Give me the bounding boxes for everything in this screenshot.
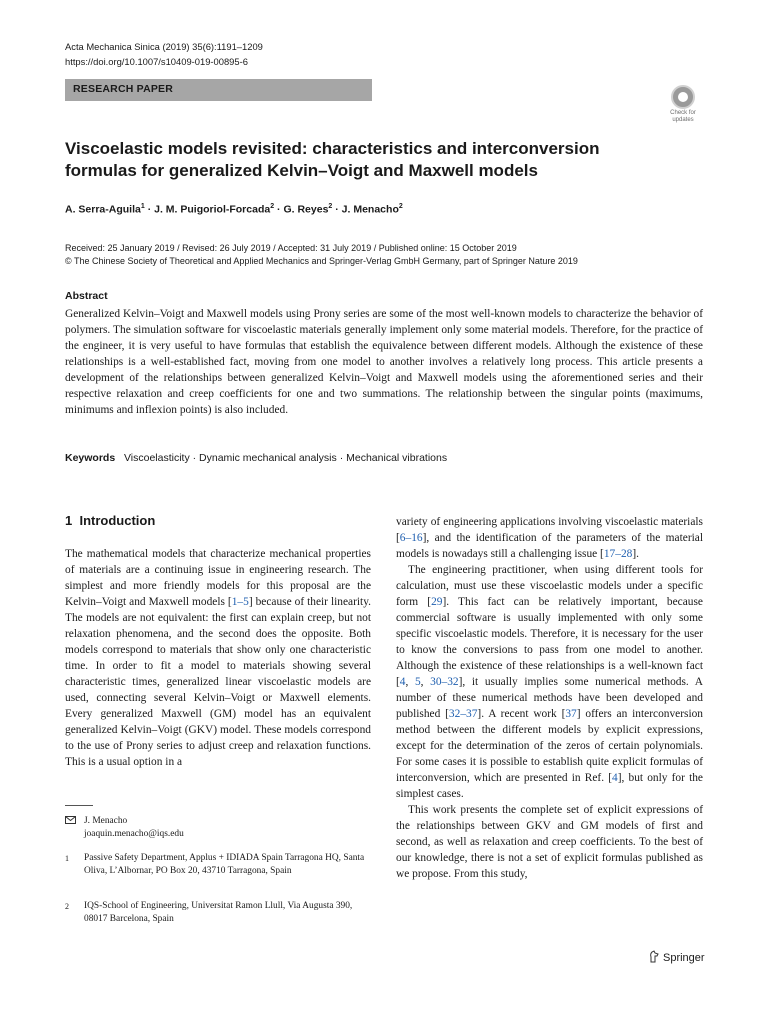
paper-type-label: RESEARCH PAPER bbox=[73, 83, 174, 95]
citation-link[interactable]: 4 bbox=[612, 772, 618, 784]
affiliation-mark: 1 bbox=[65, 854, 69, 863]
journal-citation: Acta Mechanica Sinica (2019) 35(6):1191–1209 bbox=[65, 41, 263, 52]
affiliation-text: IQS-School of Engineering, Universitat Ramon Llull, Via Augusta 390, 08017 Barcelona, Spain bbox=[84, 901, 353, 924]
doi-link[interactable]: https://doi.org/10.1007/s10409-019-00895-6 bbox=[65, 56, 248, 67]
author-name[interactable]: J. M. Puigoriol-Forcada bbox=[154, 203, 271, 216]
envelope-icon bbox=[65, 815, 76, 828]
author-name[interactable]: A. Serra-Aguila bbox=[65, 203, 141, 216]
citation-link[interactable]: 32–37 bbox=[448, 708, 478, 720]
citation-link[interactable]: 4 bbox=[399, 676, 406, 688]
check-for-updates-badge[interactable] bbox=[665, 85, 701, 125]
author-affiliation-mark: 2 bbox=[270, 203, 275, 210]
keywords-label: Keywords bbox=[65, 452, 116, 464]
body-column-left bbox=[65, 546, 371, 770]
keyword-item: Viscoelasticity bbox=[123, 452, 190, 464]
citation-link[interactable]: 30–32 bbox=[430, 676, 459, 688]
author-list: A. Serra-Aguila$^1$ · J. M. Puigoriol-Forcada$^2$ · G. Reyes$^2$ · J. Menacho$^2$ bbox=[65, 203, 403, 216]
article-dates: Received: 25 January 2019 / Revised: 26 July 2019 / Accepted: 31 July 2019 / Published online: 15 October 2019 bbox=[65, 243, 517, 253]
publisher-name: Springer bbox=[663, 952, 705, 964]
keyword-item: Dynamic mechanical analysis bbox=[199, 452, 337, 464]
contact-email[interactable]: joaquin.menacho@iqs.edu bbox=[84, 829, 184, 839]
citation-link[interactable]: 17–28 bbox=[603, 548, 633, 560]
contact-name: J. Menacho bbox=[84, 816, 128, 826]
body-paragraph: The engineering practitioner, when using different tools for calculation, must use these viscoelastic models under a specific form [29]. This fact can be relatively important, because commercial software is usually implemented with only some specific viscoelastic models. Therefore, it is necessary for the user to know the conversions to pass from one model to another. Although the existence of these relationships is a well-known fact [4, 5, 30–32], it usually implies some numerical methods. A number of these numerical methods have been developed and published [32–37]. A recent work [37] offers an interconversion method between the different models by explicit expressions, except for the determination of the zeros of certain polynomials. For some cases it is possible to establish quite explicit formulas of interconversion, which are presented in Ref. [4], but only for the simplest cases. bbox=[396, 564, 703, 800]
body-paragraph: variety of engineering applications involving viscoelastic materials [6–16], and the identification of the parameters of the material models is nowadays still a challenging issue [17–28]. bbox=[396, 516, 703, 560]
affiliation-mark: 2 bbox=[65, 902, 69, 911]
citation-link[interactable]: 29 bbox=[431, 596, 443, 608]
section-heading bbox=[65, 513, 155, 528]
keyword-item: Mechanical vibrations bbox=[346, 452, 448, 464]
article-title: Viscoelastic models revisited: characteristics and interconversion formulas for generalized Kelvin–Voigt and Maxwell models bbox=[65, 139, 600, 180]
abstract-text: Generalized Kelvin–Voigt and Maxwell models using Prony series are some of the most well-known models to characterize the behavior of polymers. The simulation software for viscoelastic materials generally implement only some material models. Therefore, for the practice of the engineer, it is very useful to have formulas that establish the equivalence between different models. Although the existence of these relationships is a well-established fact, moving from one model to another involves a relatively long process. This article presents a development of the relationships between generalized Kelvin–Voigt and Maxwell models using the aforementioned series and their respective relaxation and creep coefficients for one and two summations. The relationship between the singular points (maximums, minimums and inflexion points) is also included. bbox=[65, 308, 703, 416]
body-paragraph: This work presents the complete set of explicit expressions of the relationships between GKV and GM models of first and second, as well as relaxation and creep coefficients. To the best of our knowledge, there is not a set of explicit formulas published as we propose. From this study, bbox=[396, 804, 703, 880]
abstract-heading: Abstract bbox=[65, 290, 108, 302]
affiliation-text: Passive Safety Department, Applus + IDIADA Spain Tarragona HQ, Santa Oliva, L’Albornar, PO Box 20, 43710 Tarragona, Spain bbox=[84, 853, 365, 876]
body-paragraph: The mathematical models that characterize mechanical properties of materials are a continuing issue in engineering research. The simplest and more friendly models for this proposal are the Kelvin–Voigt and Maxwell models [1–5] because of their linearity. The models are not equivalent: the first can explain creep, but not relaxation phenomena, and the second does the opposite. Both models correspond to materials that show only one characteristic time. In order to fit a model to materials showing several characteristic times, generalized linear viscoelastic models are used, connecting several Kelvin–Voigt or Maxwell elements. Every generalized Maxwell (GM) model has an equivalent generalized Kelvin–Voigt (GKV) model. These models correspond to the use of Prony series to adjust creep and relaxation functions. This is a usual option in a bbox=[65, 548, 372, 768]
citation-link[interactable]: 5 bbox=[414, 676, 421, 688]
author-affiliation-mark: 1 bbox=[140, 203, 145, 210]
copyright-notice: © The Chinese Society of Theoretical and Applied Mechanics and Springer-Verlag GmbH Germany, part of Springer Nature 2019 bbox=[65, 256, 578, 266]
publisher-logo bbox=[649, 950, 705, 966]
paper-type-banner bbox=[65, 79, 372, 101]
keywords: Keywords Viscoelasticity · Dynamic mechanical analysis · Mechanical vibrations bbox=[65, 452, 448, 464]
footnote-divider bbox=[65, 805, 93, 806]
body-column-right bbox=[396, 514, 703, 882]
check-updates-icon bbox=[671, 85, 695, 109]
author-name[interactable]: J. Menacho bbox=[341, 203, 399, 216]
author-affiliation-mark: 2 bbox=[398, 203, 403, 210]
check-updates-label: Check for updates bbox=[670, 110, 696, 123]
citation-link[interactable]: 1–5 bbox=[231, 596, 249, 608]
section-title: Introduction bbox=[79, 513, 156, 528]
horse-logo-icon bbox=[649, 950, 660, 966]
citation-link[interactable]: 6–16 bbox=[399, 532, 423, 544]
author-affiliation-mark: 2 bbox=[328, 203, 333, 210]
author-name[interactable]: G. Reyes bbox=[283, 203, 329, 216]
section-number: 1 bbox=[65, 513, 73, 528]
citation-link[interactable]: 37 bbox=[565, 708, 577, 720]
